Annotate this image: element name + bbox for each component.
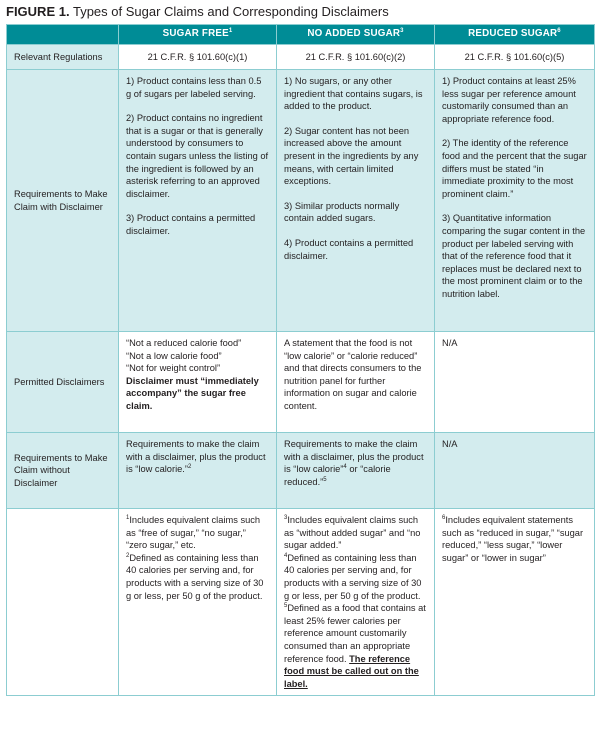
regulation-sugar-free: 21 C.F.R. § 101.60(c)(1) xyxy=(119,45,277,70)
figure-title-text: Types of Sugar Claims and Corresponding Disclaimers xyxy=(72,4,389,19)
disclaimer-line: “Not a low calorie food” xyxy=(126,350,222,361)
without-disclaimer-row xyxy=(7,433,595,509)
requirement-item: 1) No sugars, or any other ingredient that contains sugars, is added to the product. xyxy=(284,76,423,112)
disclaimer-note: Disclaimer must “immediately accompany” the sugar free claim. xyxy=(126,375,259,411)
with-disclaimer-no-added-sugar xyxy=(277,70,435,332)
header-sugar-free: SUGAR FREE$^1$ xyxy=(119,25,277,45)
disclaimer-sugar-free xyxy=(119,332,277,433)
header-row xyxy=(7,25,595,45)
regulation-reduced-sugar: 21 C.F.R. § 101.60(c)(5) xyxy=(435,45,595,70)
row-label-without-disclaimer: Requirements to Make Claim without Disclaimer xyxy=(7,433,119,509)
with-disclaimer-sugar-free xyxy=(119,70,277,332)
without-disclaimer-no-added-sugar: Requirements to make the claim with a disclaimer, plus the product is “low calorie”$^4$ or “calorie reduced.”$^5$ xyxy=(277,433,435,509)
requirement-item: 4) Product contains a permitted disclaimer. xyxy=(284,237,414,261)
requirement-item: 2) Product contains no ingredient that is a sugar or that is generally understood by consumers to contain sugars unless the listing of the ingredient is followed by an asterisk referring to an approved disclaimer. xyxy=(126,113,269,199)
footnotes-sugar-free xyxy=(119,509,277,696)
row-label-permitted-disclaimers: Permitted Disclaimers xyxy=(7,332,119,433)
figure-label: FIGURE 1. xyxy=(6,4,70,19)
disclaimer-line: “Not for weight control” xyxy=(126,363,221,374)
without-disclaimer-reduced-sugar: N/A xyxy=(435,433,595,509)
with-disclaimer-reduced-sugar xyxy=(435,70,595,332)
footnote: $^2$Defined as containing less than 40 calories per serving and, for products with a serving size of 30 g or less, per 50 g of the product. xyxy=(126,552,264,601)
footnote-empty xyxy=(7,509,119,696)
requirement-item: 3) Quantitative information comparing the sugar content in the product per labeled serving with that of the reference food that it replaces must be declared next to the most prominent claim or to the nutrition label. xyxy=(442,213,586,299)
row-label-with-disclaimer: Requirements to Make Claim with Disclaimer xyxy=(7,70,119,332)
regulation-no-added-sugar: 21 C.F.R. § 101.60(c)(2) xyxy=(277,45,435,70)
figure-title xyxy=(6,4,389,20)
without-disclaimer-sugar-free: Requirements to make the claim with a disclaimer, plus the product is “low calorie.”$^2$ xyxy=(119,433,277,509)
requirement-item: 1) Product contains at least 25% less sugar per reference amount customarily consumed than an appropriate reference food. xyxy=(442,76,576,124)
footnotes-row xyxy=(7,509,595,696)
footnotes-reduced-sugar xyxy=(435,509,595,696)
requirement-item: 2) The identity of the reference food and the percent that the sugar differs must be stated “in immediate proximity to the most prominent claim.” xyxy=(442,138,587,199)
row-label-regulations: Relevant Regulations xyxy=(7,45,119,70)
requirement-item: 1) Product contains less than 0.5 g of sugars per labeled serving. xyxy=(126,76,262,99)
footnotes-no-added-sugar xyxy=(277,509,435,696)
sugar-claims-table xyxy=(6,24,595,696)
header-reduced-sugar: REDUCED SUGAR$^6$ xyxy=(435,25,595,45)
permitted-disclaimers-row xyxy=(7,332,595,433)
regulations-row xyxy=(7,45,595,70)
disclaimer-reduced-sugar: N/A xyxy=(435,332,595,433)
disclaimer-line: “Not a reduced calorie food” xyxy=(126,338,242,348)
footnote: $^1$Includes equivalent claims such as “free of sugar,” “no sugar,” “zero sugar,” etc. xyxy=(126,515,261,551)
disclaimer-no-added-sugar: A statement that the food is not “low calorie” or “calorie reduced” and that directs consumers to the nutrition panel for further information on sugar and calorie content. xyxy=(277,332,435,433)
footnote: $^3$Includes equivalent claims such as “without added sugar” and “no sugar added.” xyxy=(284,515,421,551)
footnote: $^6$Includes equivalent statements such as “reduced in sugar,” “sugar reduced,” “less sugar,” “lower sugar” or “lower in sugar” xyxy=(442,515,584,563)
requirement-item: 3) Product contains a permitted disclaimer. xyxy=(126,213,256,236)
requirement-item: 3) Similar products normally contain added sugars. xyxy=(284,200,400,224)
header-empty xyxy=(7,25,119,45)
with-disclaimer-row xyxy=(7,70,595,332)
footnote: $^5$Defined as a food that contains at least 25% fewer calories per reference amount customarily consumed than an appropriate reference food. The reference food must be called out on the label. xyxy=(284,603,426,689)
requirement-item: 2) Sugar content has not been increased above the amount present in the ingredients by any means, with certain limited exceptions. xyxy=(284,125,419,187)
reference-food-note: The reference food must be called out on the label. xyxy=(284,653,419,689)
header-no-added-sugar: NO ADDED SUGAR$^3$ xyxy=(277,25,435,45)
footnote: $^4$Defined as containing less than 40 calories per serving and, for products with a serving size of 30 g or less, per 50 g of the product. xyxy=(284,552,422,601)
